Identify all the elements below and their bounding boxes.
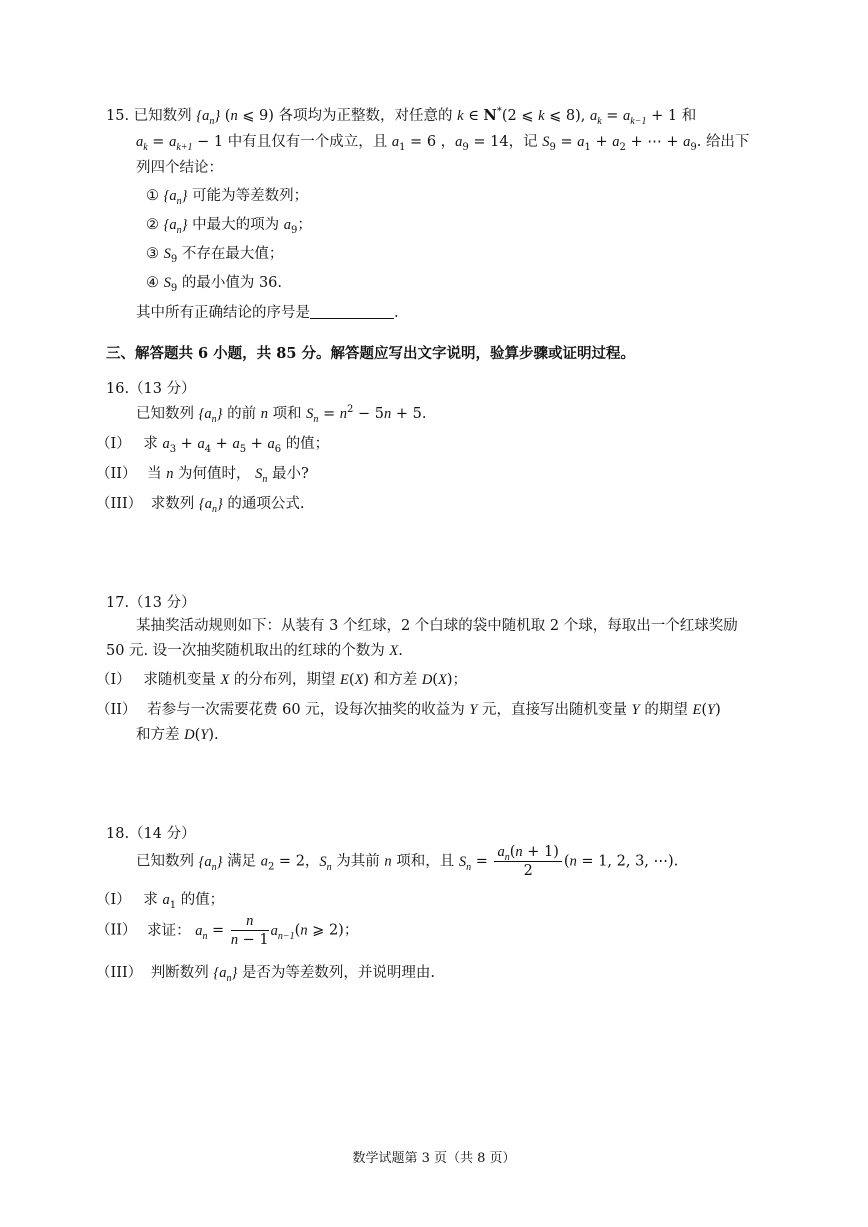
q15-answer-line: 其中所有正确结论的序号是 . — [136, 305, 399, 321]
fraction-an: $\frac{n}{n - 1}$ — [230, 913, 269, 948]
q15-conclusion-3: ③ $S_9$ 不存在最大值； — [146, 246, 284, 265]
q17-stem-1: 某抽奖活动规则如下：从装有 3 个红球，2 个白球的袋中随机取 2 个球，每取出一个红球奖励 — [136, 618, 738, 634]
section-3-title: 三、解答题共 6 小题，共 85 分。解答题应写出文字说明，验算步骤或证明过程。 — [106, 345, 635, 362]
q15-line-1: 15. 已知数列 $\{a_n\}$ (n ⩽ 9) 各项均为正整数，对任意的 k ∈ N*(2 ⩽ k ⩽ 8), $a_k = a_{k-1} + 1$ 和 — [106, 106, 697, 127]
q15-conclusion-1: ① $\{a_n\}$ 可能为等差数列； — [146, 188, 309, 207]
q17-stem-2: 50 元. 设一次抽奖随机取出的红球的个数为 X. — [106, 643, 403, 659]
q17-part-1: （I） 求随机变量 X 的分布列，期望 E(X) 和方差 D(X)； — [96, 672, 467, 688]
q17-part-2-cont: 和方差 D(Y). — [136, 727, 219, 743]
fraction-sn: $\frac{a_n(n + 1)}{2}$ — [494, 843, 561, 880]
q16-part-1: （I） 求 $a_3 + a_4 + a_5 + a_6$ 的值； — [96, 436, 330, 455]
q15-line-3: 列四个结论： — [136, 160, 223, 176]
q18-part-1: （I） 求 $a_1$ 的值； — [96, 892, 225, 911]
q16-stem: 已知数列 $\{a_n\}$ 的前 n 项和 $S_n = n^2 - 5n + 5$. — [136, 404, 427, 425]
q18-stem: 已知数列 $\{a_n\}$ 满足 $a_2 = 2$，$S_n$ 为其前 n 项和，且 $S_n$ = $\frac{a_n(n + 1)}{2}$ (n = 1, 2, 3, ⋯). — [136, 844, 679, 879]
q18-part-2: （II） 求证： $a_n$ = $\frac{n}{n - 1}$ $a_{n-1}(n$ ⩾ 2)； — [96, 913, 359, 948]
q17-header: 17.（13 分） — [106, 595, 196, 611]
answer-blank — [310, 304, 394, 319]
q16-header: 16.（13 分） — [106, 381, 196, 397]
q16-part-3: （III） 求数列 $\{a_n\}$ 的通项公式. — [96, 496, 305, 515]
q15-conclusion-2: ② $\{a_n\}$ 中最大的项为 $a_9$； — [146, 217, 312, 236]
page-footer: 数学试题第 3 页（共 8 页） — [352, 1151, 516, 1166]
q18-header: 18.（14 分） — [106, 826, 196, 842]
q16-part-2: （II） 当 n 为何值时， $S_n$ 最小? — [96, 466, 309, 485]
q18-part-3: （III） 判断数列 $\{a_n\}$ 是否为等差数列，并说明理由. — [96, 965, 435, 984]
q15-conclusion-4: ④ $S_9$ 的最小值为 36. — [146, 275, 283, 294]
q17-part-2: （II） 若参与一次需要花费 60 元，设每次抽奖的收益为 Y 元，直接写出随机变量 Y 的期望 E(Y) — [96, 702, 721, 718]
q15-line-2: $a_k = a_{k+1} - 1$ 中有且仅有一个成立，且 $a_1 = 6$ ，$a_9 = 14$，记 $S_9 = a_1 + a_2$ + ⋯ + $a_9$. 给出下 — [136, 134, 750, 153]
